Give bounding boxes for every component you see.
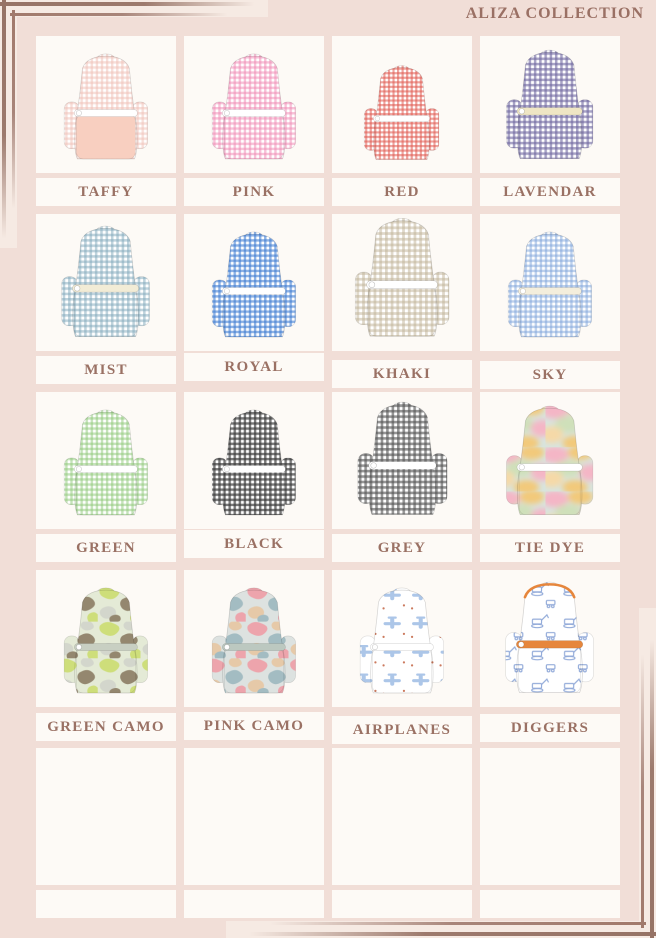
product-label (480, 534, 620, 562)
empty-image-cell (184, 748, 324, 885)
product-cell-tie-dye (480, 392, 620, 562)
product-image (480, 392, 620, 529)
product-image (36, 214, 176, 351)
product-cell-khaki (332, 214, 472, 384)
product-name: TIE DYE (514, 539, 586, 556)
product-name: GREEN (76, 539, 136, 556)
empty-image-cell (36, 748, 176, 885)
product-label (36, 178, 176, 206)
corner-line-right-inner (641, 646, 644, 928)
empty-cell (36, 748, 176, 918)
product-cell-royal (184, 214, 324, 384)
product-image (184, 36, 324, 173)
corner-line-left (2, 0, 6, 246)
product-cell-taffy (36, 36, 176, 206)
product-image (36, 570, 176, 707)
corner-line-bottom (236, 932, 656, 936)
corner-line-top-inner (10, 13, 234, 16)
corner-line-left-inner (12, 10, 15, 215)
empty-label-cell (480, 890, 620, 918)
product-name: PINK CAMO (203, 717, 305, 734)
page-title: ALIZA COLLECTION (465, 5, 644, 22)
empty-cell (480, 748, 620, 918)
product-label (184, 530, 324, 558)
product-label (480, 714, 620, 742)
empty-cell (332, 748, 472, 918)
product-label (36, 356, 176, 384)
product-image (36, 392, 176, 529)
product-cell-diggers (480, 570, 620, 740)
corner-line-right (650, 630, 654, 938)
product-cell-black (184, 392, 324, 562)
product-image (332, 214, 472, 351)
product-name: GREY (377, 539, 427, 556)
empty-label-cell (36, 890, 176, 918)
product-label (184, 712, 324, 740)
product-label (184, 178, 324, 206)
empty-label-cell (184, 890, 324, 918)
product-label (480, 178, 620, 206)
product-grid (36, 36, 620, 926)
product-cell-green (36, 392, 176, 562)
empty-image-cell (480, 748, 620, 885)
product-cell-sky (480, 214, 620, 384)
product-name: GREEN CAMO (47, 718, 165, 735)
product-image (332, 570, 472, 707)
product-label (184, 353, 324, 381)
product-name: ROYAL (224, 358, 284, 375)
corner-line-top (0, 2, 262, 6)
product-name: BLACK (224, 535, 284, 552)
product-cell-grey (332, 392, 472, 562)
product-image (184, 214, 324, 351)
product-cell-pink-camo (184, 570, 324, 740)
product-name: MIST (84, 361, 128, 378)
product-name: PINK (232, 183, 276, 200)
product-label (332, 178, 472, 206)
product-image (36, 36, 176, 173)
product-image (480, 214, 620, 351)
product-image (184, 392, 324, 529)
product-name: LAVENDAR (503, 183, 597, 200)
product-cell-pink (184, 36, 324, 206)
product-label (332, 716, 472, 744)
product-image (332, 392, 472, 529)
product-cell-lavendar (480, 36, 620, 206)
empty-image-cell (332, 748, 472, 885)
empty-label-cell (332, 890, 472, 918)
product-label (332, 360, 472, 388)
product-name: AIRPLANES (352, 721, 452, 738)
product-image (480, 570, 620, 707)
product-name: KHAKI (372, 365, 432, 382)
product-name: DIGGERS (510, 719, 590, 736)
product-image (480, 36, 620, 173)
product-name: SKY (532, 366, 568, 383)
product-cell-airplanes (332, 570, 472, 740)
product-label (36, 534, 176, 562)
product-cell-red (332, 36, 472, 206)
product-name: TAFFY (78, 183, 134, 200)
product-image (184, 570, 324, 707)
product-name: RED (384, 183, 420, 200)
product-label (332, 534, 472, 562)
product-cell-mist (36, 214, 176, 384)
product-label (480, 361, 620, 389)
empty-cell (184, 748, 324, 918)
product-label (36, 713, 176, 741)
product-image (332, 36, 472, 173)
product-cell-green-camo (36, 570, 176, 740)
